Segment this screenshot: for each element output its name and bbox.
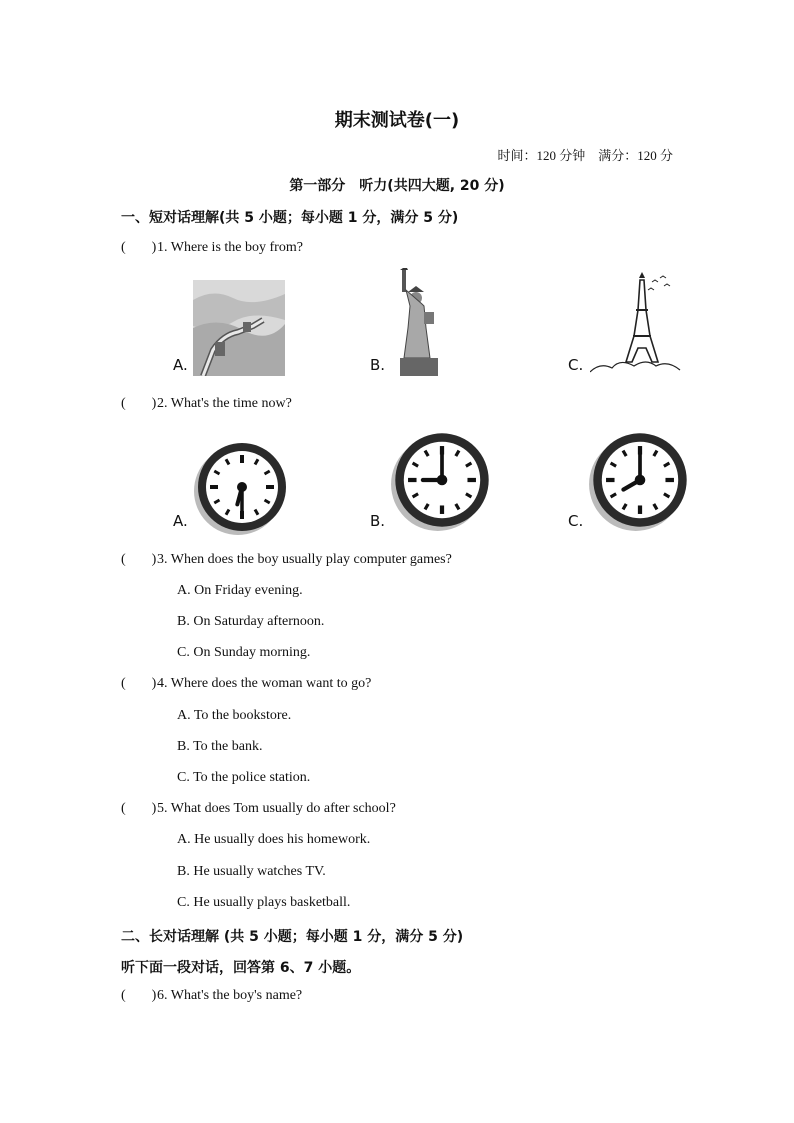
page-title: 期末测试卷(一) [334,110,460,131]
q5-option-a: A. He usually does his homework. [177,832,371,847]
question-1: ( )1. Where is the boy from? [121,240,303,255]
clock-center [437,475,448,486]
clock-a [193,438,291,536]
clock-label-b: B. [370,512,386,530]
clock-center [237,482,247,492]
q3-option-a: A. On Friday evening. [177,583,303,598]
listening-instruction: 听下面一段对话，回答第 6、7 小题。 [121,960,361,976]
question-5: ( )5. What does Tom usually do after school? [121,801,396,816]
q4-option-b: B. To the bank. [177,739,263,754]
pic-label-c: C. [568,356,584,374]
question-4: ( )4. Where does the woman want to go? [121,676,372,691]
q4-option-c: C. To the police station. [177,770,311,785]
clock-center [635,475,646,486]
exam-meta: 时间：120 分钟 满分：120 分 [497,148,673,163]
statue-of-liberty-image [394,268,444,376]
part-heading: 第一部分 听力(共四大题, 20 分) [289,178,505,194]
clock-c [588,428,692,532]
question-2: ( )2. What's the time now? [121,396,292,411]
q5-option-b: B. He usually watches TV. [177,864,326,879]
eiffel-tower-image [590,270,682,378]
clock-label-c: C. [568,512,584,530]
question-6: ( )6. What's the boy's name? [121,988,303,1003]
pic-label-b: B. [370,356,386,374]
section-heading-1: 一、短对话理解(共 5 小题；每小题 1 分，满分 5 分) [121,210,459,226]
section-heading-2: 二、长对话理解 (共 5 小题；每小题 1 分，满分 5 分) [121,929,464,945]
clock-b [390,428,494,532]
question-3: ( )3. When does the boy usually play computer games? [121,552,452,567]
q4-option-a: A. To the bookstore. [177,708,292,723]
q3-option-b: B. On Saturday afternoon. [177,614,325,629]
q5-option-c: C. He usually plays basketball. [177,895,351,910]
great-wall-image [193,280,285,376]
pic-label-a: A. [173,356,188,374]
clock-label-a: A. [173,512,188,530]
q3-option-c: C. On Sunday morning. [177,645,311,660]
